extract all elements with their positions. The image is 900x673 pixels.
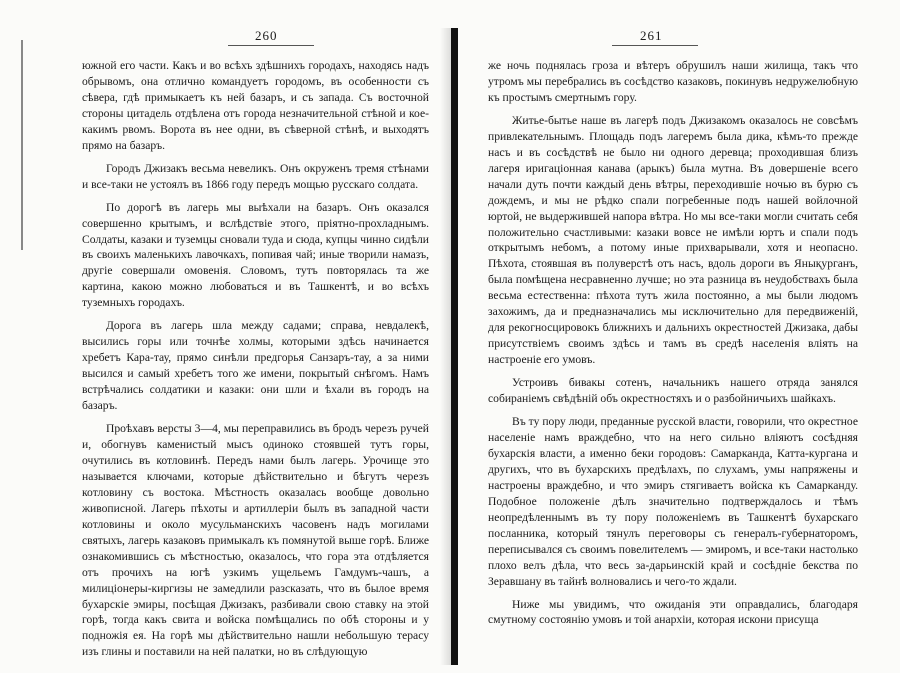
paragraph: Ниже мы увидимъ, что ожиданія эти оправдались, благодаря смутному состоянію умовъ и той анархіи, которая искони присуща (488, 597, 858, 627)
paragraph: Дорога въ лагерь шла между садами; справа, невдалекѣ, высились горы или точнѣе холмы, которыми здѣсь начинается хребетъ Кара-тау, прямо синѣли предгорья Санзаръ-тау, а за ними высился и самый хребетъ того же имени, покрытый снѣгомъ. Намъ встрѣчались солдатики и казаки: они шли и ѣхали въ городъ на базаръ. (82, 319, 429, 413)
paragraph: По дорогѣ въ лагерь мы выѣхали на базаръ. Онъ оказался совершенно крытымъ, и вслѣдствіе этого, пріятно-прохладнымъ. Солдаты, казаки и туземцы сновали туда и сюда, купцы чинно сидѣли въ своихъ маленькихъ лавочкахъ, попивая чай; иные творили намазъ, другіе совершали омовенія. Словомъ, тутъ повторялась та же картина, какою можно любоваться и въ Ташкентѣ, и во всѣхъ туземныхъ городахъ. (82, 200, 429, 310)
paragraph: Въ ту пору люди, преданные русской власти, говорили, что окрестное населеніе намъ враждебно, что на него сильно вліяютъ сосѣдняя бухарскія власти, а именно беки городовъ: Самарканда, Катта-кургана и другихъ, что въ бухарскихъ предѣлахъ, по слухамъ, умы напряжены и настроены враждебно, и что эмиръ стягиваетъ войска къ Самарканду. Подобное положеніе дѣлъ значительно подтверждалось и тѣмъ неопредѣленнымъ въ ту пору положеніемъ въ Ташкентѣ бухарскаго посланника, который тянулъ переговоры съ генералъ-губернаторомъ, переписывался съ своимъ повелителемъ — эмиромъ, и все-таки настолько плохо велъ дѣла, что весь за-дарьинскій край и сосѣдніе бекства по Зеравшану въ тайнѣ волновались и чего-то ждали. (488, 415, 858, 588)
paragraph: Проѣхавъ версты 3—4, мы переправились въ бродъ черезъ ручей и, обогнувъ каменистый мысъ одиноко стоявшей тутъ горы, очутились въ котловинѣ. Передъ нами былъ лагерь. Урочище это называется ключами, которые дѣйствительно и бѣгутъ черезъ котловину съ востока. Мѣстность оказалась вообще довольно живописной. Лагерь пѣхоты и артиллеріи былъ въ западной части котловины и около мусульманскихъ часовенъ надъ могилами святыхъ, лагерь казаковъ примыкалъ къ помянутой выше горѣ. Ближе ознакомившись съ мѣстностью, оказалось, что гора эта отдѣляется отъ прочихъ на югѣ узкимъ ущельемъ Гамдумъ-чашъ, а милиціонеры-киргизы не замедлили разсказать, что въ былое время бухарскіе эмиры, посѣщая Джизакъ, разбивали свою ставку на этой горѣ, тогда какъ свита и войска помѣщались по обѣ стороны и у подножія ея. На горѣ мы дѣйствительно нашли небольшую терасу изъ глины и поставили на ней палатки, но въ слѣдующую (82, 422, 429, 659)
paragraph: Житье-бытье наше въ лагерѣ подъ Джизакомъ оказалось не совсѣмъ привлекательнымъ. Площадь подъ лагеремъ была дика, кѣмъ-то прежде насъ и въ сосѣдствѣ не было ни одного деревца; проходившая близъ лагеря иригаціонная канава (арыкъ) была мутна. Въ довершеніе всего начали дуть почти каждый день вѣтры, переходившіе ночью въ бурю съ дождемъ, и мы не рѣдко спали погребенные подъ нашей войлочной юртой, не выдержившей напора вѣтра. Но мы все-таки могли считать себя положительно счастливыми: казаки вовсе не имѣли юртъ и спали подъ открытымъ небомъ, а потому иные прихварывали, хотя и неопасно. Пѣхота, стоявшая въ полуверстѣ отъ насъ, вдоль дороги въ Янықурганъ, была помѣщена несравненно лучше; но эта разница въ неудобствахъ была весьма естественна: пѣхота тутъ жила постоянно, а мы были людомъ захожимъ, да и предназначались мы исключительно для передвиженій, для рекогносцировокъ ближнихъ и дальнихъ окрестностей Джизака, дабы присутствіемъ своимъ здѣсь и тамъ въ средѣ населенія вліять на настроеніе его умовъ. (488, 113, 858, 367)
left-page-text (82, 58, 429, 660)
paragraph: Городъ Джизакъ весьма невеликъ. Онъ окруженъ тремя стѣнами и все-таки не устоялъ въ 1866 году передъ мощью русскаго солдата. (82, 161, 429, 191)
page-number-left: 260 (255, 28, 278, 43)
paragraph: Устроивъ бивакы сотенъ, начальникъ нашего отряда занялся собираніемъ свѣдѣній объ окрестностяхъ и о разбойничьихъ шайкахъ. (488, 376, 858, 406)
right-page (462, 0, 900, 673)
paragraph: же ночь поднялась гроза и вѣтеръ обрушилъ наши жилища, такъ что утромъ мы перебрались въ сосѣдство казаковъ, покинувъ недружелюбную къ простымъ смертнымъ гору. (488, 59, 858, 104)
book-gutter (451, 28, 458, 665)
gutter-shadow (440, 28, 451, 665)
paragraph: южной его части. Какъ и во всѣхъ здѣшнихъ городахъ, находясь надъ обрывомъ, она отлично командуетъ городомъ, въ особенности съ сѣвера, гдѣ примыкаетъ къ ней базаръ, и съ запада. Съ восточной стороны цитадель отдѣлена отъ города незначительной стѣной и кое-какимъ рвомъ. Ворота въ нее одни, въ сѣверной стѣнѣ, и выходятъ прямо на базаръ. (82, 59, 429, 152)
header-rule-left (228, 45, 314, 46)
right-page-text (488, 58, 858, 628)
page-number-right: 261 (640, 28, 663, 43)
header-rule-right (612, 45, 698, 46)
